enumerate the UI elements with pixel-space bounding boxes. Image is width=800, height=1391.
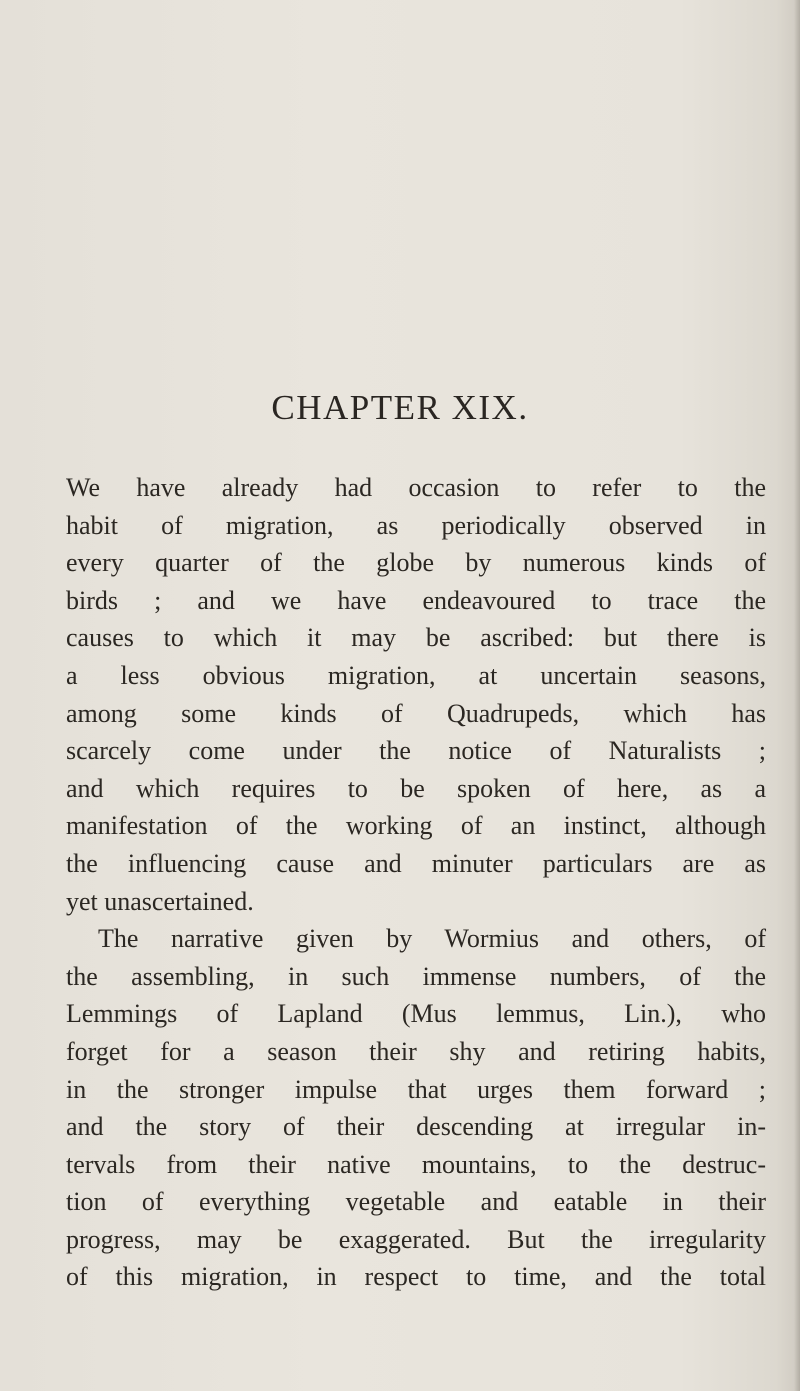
- text-line: manifestation of the working of an instinct, although: [66, 811, 766, 841]
- text-line: progress, may be exaggerated. But the irregularity: [66, 1224, 766, 1254]
- text-line: the assembling, in such immense numbers, of the: [66, 961, 766, 991]
- text-line: Lemmings of Lapland (Mus lemmus, Lin.), who: [66, 999, 766, 1029]
- paragraph-2: [66, 920, 766, 1296]
- text-line: among some kinds of Quadrupeds, which has: [66, 698, 766, 728]
- text-line: tervals from their native mountains, to the destruc-: [66, 1149, 766, 1179]
- text-line: every quarter of the globe by numerous kinds of: [66, 548, 766, 578]
- text-line: We have already had occasion to refer to the: [66, 473, 766, 502]
- text-line: in the stronger impulse that urges them forward ;: [66, 1074, 766, 1104]
- paragraph-1: [66, 469, 766, 920]
- text-line: causes to which it may be ascribed: but there is: [66, 623, 766, 653]
- text-line: tion of everything vegetable and eatable in their: [66, 1187, 766, 1217]
- text-line: a less obvious migration, at uncertain seasons,: [66, 660, 766, 690]
- text-line: habit of migration, as periodically observed in: [66, 510, 766, 540]
- page-edge-shadow: [794, 0, 800, 1391]
- text-line: forget for a season their shy and retiring habits,: [66, 1036, 766, 1066]
- text-line: and the story of their descending at irregular in-: [66, 1112, 766, 1142]
- text-line: The narrative given by Wormius and others, of: [98, 924, 766, 954]
- text-line: of this migration, in respect to time, and the total: [66, 1262, 766, 1292]
- text-line: scarcely come under the notice of Naturalists ;: [66, 736, 766, 766]
- text-line: and which requires to be spoken of here, as a: [66, 773, 766, 803]
- chapter-title: CHAPTER XIX.: [271, 388, 529, 427]
- text-line: the influencing cause and minuter particulars are as: [66, 848, 766, 878]
- text-line: birds ; and we have endeavoured to trace the: [66, 585, 766, 615]
- body-text: [66, 469, 766, 1296]
- text-line: yet unascertained.: [66, 886, 254, 916]
